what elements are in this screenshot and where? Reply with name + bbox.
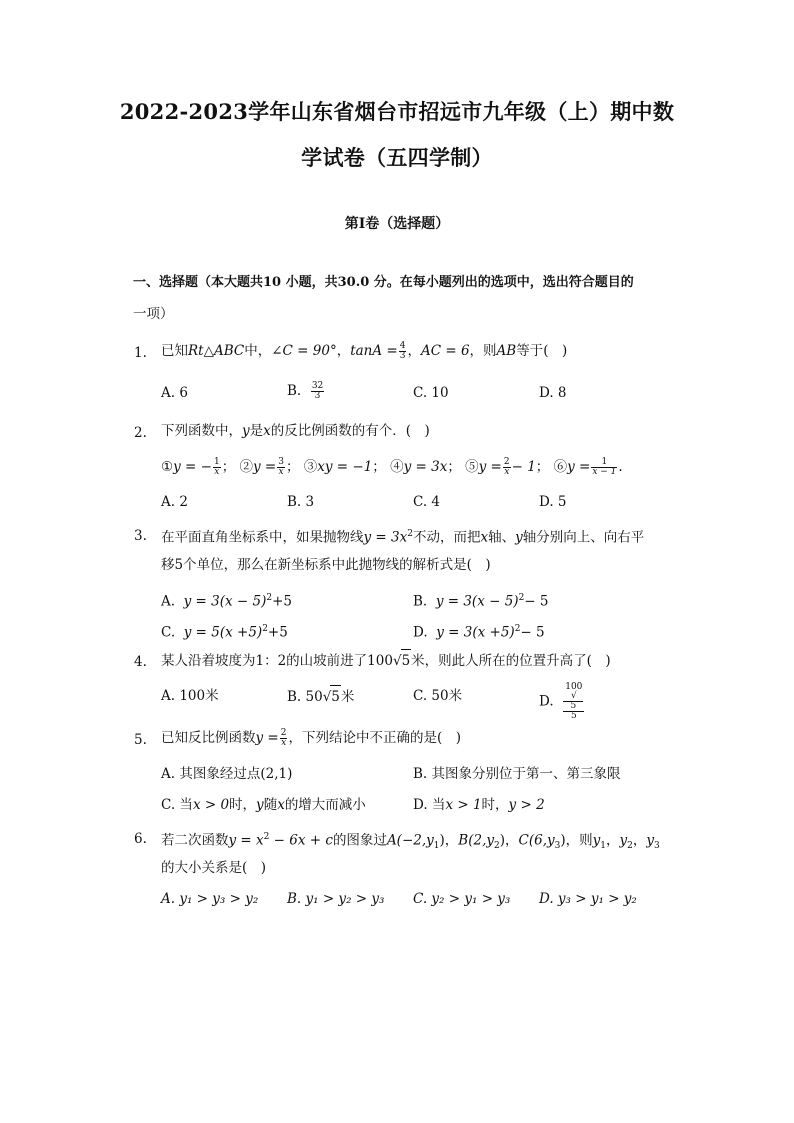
q1-option-c[interactable]: C. 10 — [413, 385, 449, 401]
math: tanA = — [350, 343, 398, 359]
q4-option-b[interactable]: B. 50√5米 — [287, 685, 354, 708]
q2-option-b[interactable]: B. 3 — [287, 494, 315, 510]
q1-option-a[interactable]: A. 6 — [161, 385, 188, 401]
text: 已知 — [161, 343, 188, 359]
question-2-stem: 下列函数中，y是x的反比例函数的有个．( ) — [161, 423, 430, 439]
question-2-functions: ①y = − $\frac{1}{x}$ ； ②y = $\frac{3}{x}$ ； ③xy = −1； ④y = 3x； ⑤y = $\frac{2}{x}$ − 1； ⑥y = $\frac{1}{x - 1}$ . — [161, 457, 623, 477]
q3-option-c[interactable]: C. $y = 5(x +5)^2+5$ — [161, 624, 288, 641]
q4-option-d[interactable]: D. 100 √ 5 5 — [539, 682, 583, 721]
question-6-stem-line-2: 的大小关系是( ) — [161, 860, 267, 876]
q2-option-c[interactable]: C. 4 — [413, 494, 441, 510]
math: ∠C = 90° — [271, 343, 337, 359]
question-number: 5. — [134, 732, 147, 748]
text: ， — [336, 343, 351, 359]
q3-option-a[interactable]: A. $y = 3(x - 5)^2+5$ — [161, 593, 293, 610]
text: ， — [407, 343, 421, 359]
q6-option-a[interactable]: A. y₁ > y₃ > y₂ — [161, 891, 259, 907]
fraction: $\frac{4}{3}$ — [399, 341, 406, 361]
question-3-stem-line-2: 移5个单位，那么在新坐标系中此抛物线的解析式是( ) — [161, 557, 491, 573]
q1-option-b[interactable]: B. $\frac{32}{3}$ — [287, 381, 324, 401]
q5-option-a[interactable]: A. 其图象经过点(2,1) — [161, 766, 293, 782]
question-4-stem: 某人沿着坡度为1：2的山坡前进了100√5米，则此人所在的位置升高了( ) — [161, 649, 611, 672]
q3-option-d[interactable]: D. $y = 3(x +5)^2- 5$ — [413, 624, 545, 641]
q5-option-c[interactable]: C. 当x > 0时，y随x的增大而减小 — [161, 797, 366, 813]
math: Rt△ABC — [188, 343, 245, 359]
question-1-stem — [161, 340, 567, 362]
question-number: 1. — [134, 345, 147, 361]
question-number: 6. — [134, 831, 147, 847]
q4-option-c[interactable]: C. 50米 — [413, 688, 463, 704]
instructions-line-2: 一项） — [133, 306, 174, 322]
page-title-line-1: 2022-2023学年山东省烟台市招远市九年级（上）期中数 — [119, 99, 675, 124]
question-3-stem-line-1: 在平面直角坐标系中，如果抛物线$y = 3x^2$不动，而把x轴、y轴分别向上、向右平 — [161, 529, 645, 546]
q2-option-a[interactable]: A. 2 — [161, 494, 188, 510]
question-number: 3. — [134, 528, 147, 544]
q4-option-a[interactable]: A. 100米 — [161, 688, 219, 704]
math: AB — [496, 343, 517, 359]
q6-option-c[interactable]: C. y₂ > y₁ > y₃ — [413, 891, 511, 907]
q1-option-d[interactable]: D. 8 — [539, 385, 567, 401]
question-5-stem: 已知反比例函数y = $\frac{2}{x}$ ，下列结论中不正确的是( ) — [161, 728, 462, 748]
instructions-line-1: 一、选择题（本大题共10 小题，共30.0 分。在每小题列出的选项中，选出符合题目的 — [133, 275, 634, 290]
q6-option-d[interactable]: D. y₃ > y₁ > y₂ — [539, 891, 637, 907]
page-title-line-2: 学试卷（五四学制） — [301, 145, 493, 170]
section-title: 第I卷（选择题） — [344, 216, 450, 232]
question-6-stem-line-1: 若二次函数$y = x^2 - 6x + c$的图象过$A(-2,y_1)$，$B(2,y_2)$，$C(6,y_3)$，则$y_1$，$y_2$，$y_3$ — [161, 832, 660, 852]
text: 中， — [244, 343, 272, 359]
text: 等于( ) — [516, 343, 568, 359]
text: ，则 — [469, 343, 497, 359]
question-number: 4. — [134, 654, 147, 670]
q5-option-d[interactable]: D. 当x > 1时，y > 2 — [413, 797, 545, 813]
math: AC = 6 — [420, 343, 470, 359]
q6-option-b[interactable]: B. y₁ > y₂ > y₃ — [287, 891, 385, 907]
q5-option-b[interactable]: B. 其图象分别位于第一、第三象限 — [413, 766, 621, 782]
q3-option-b[interactable]: B. $y = 3(x - 5)^2- 5$ — [413, 593, 549, 610]
q2-option-d[interactable]: D. 5 — [539, 494, 567, 510]
question-number: 2. — [134, 425, 147, 441]
